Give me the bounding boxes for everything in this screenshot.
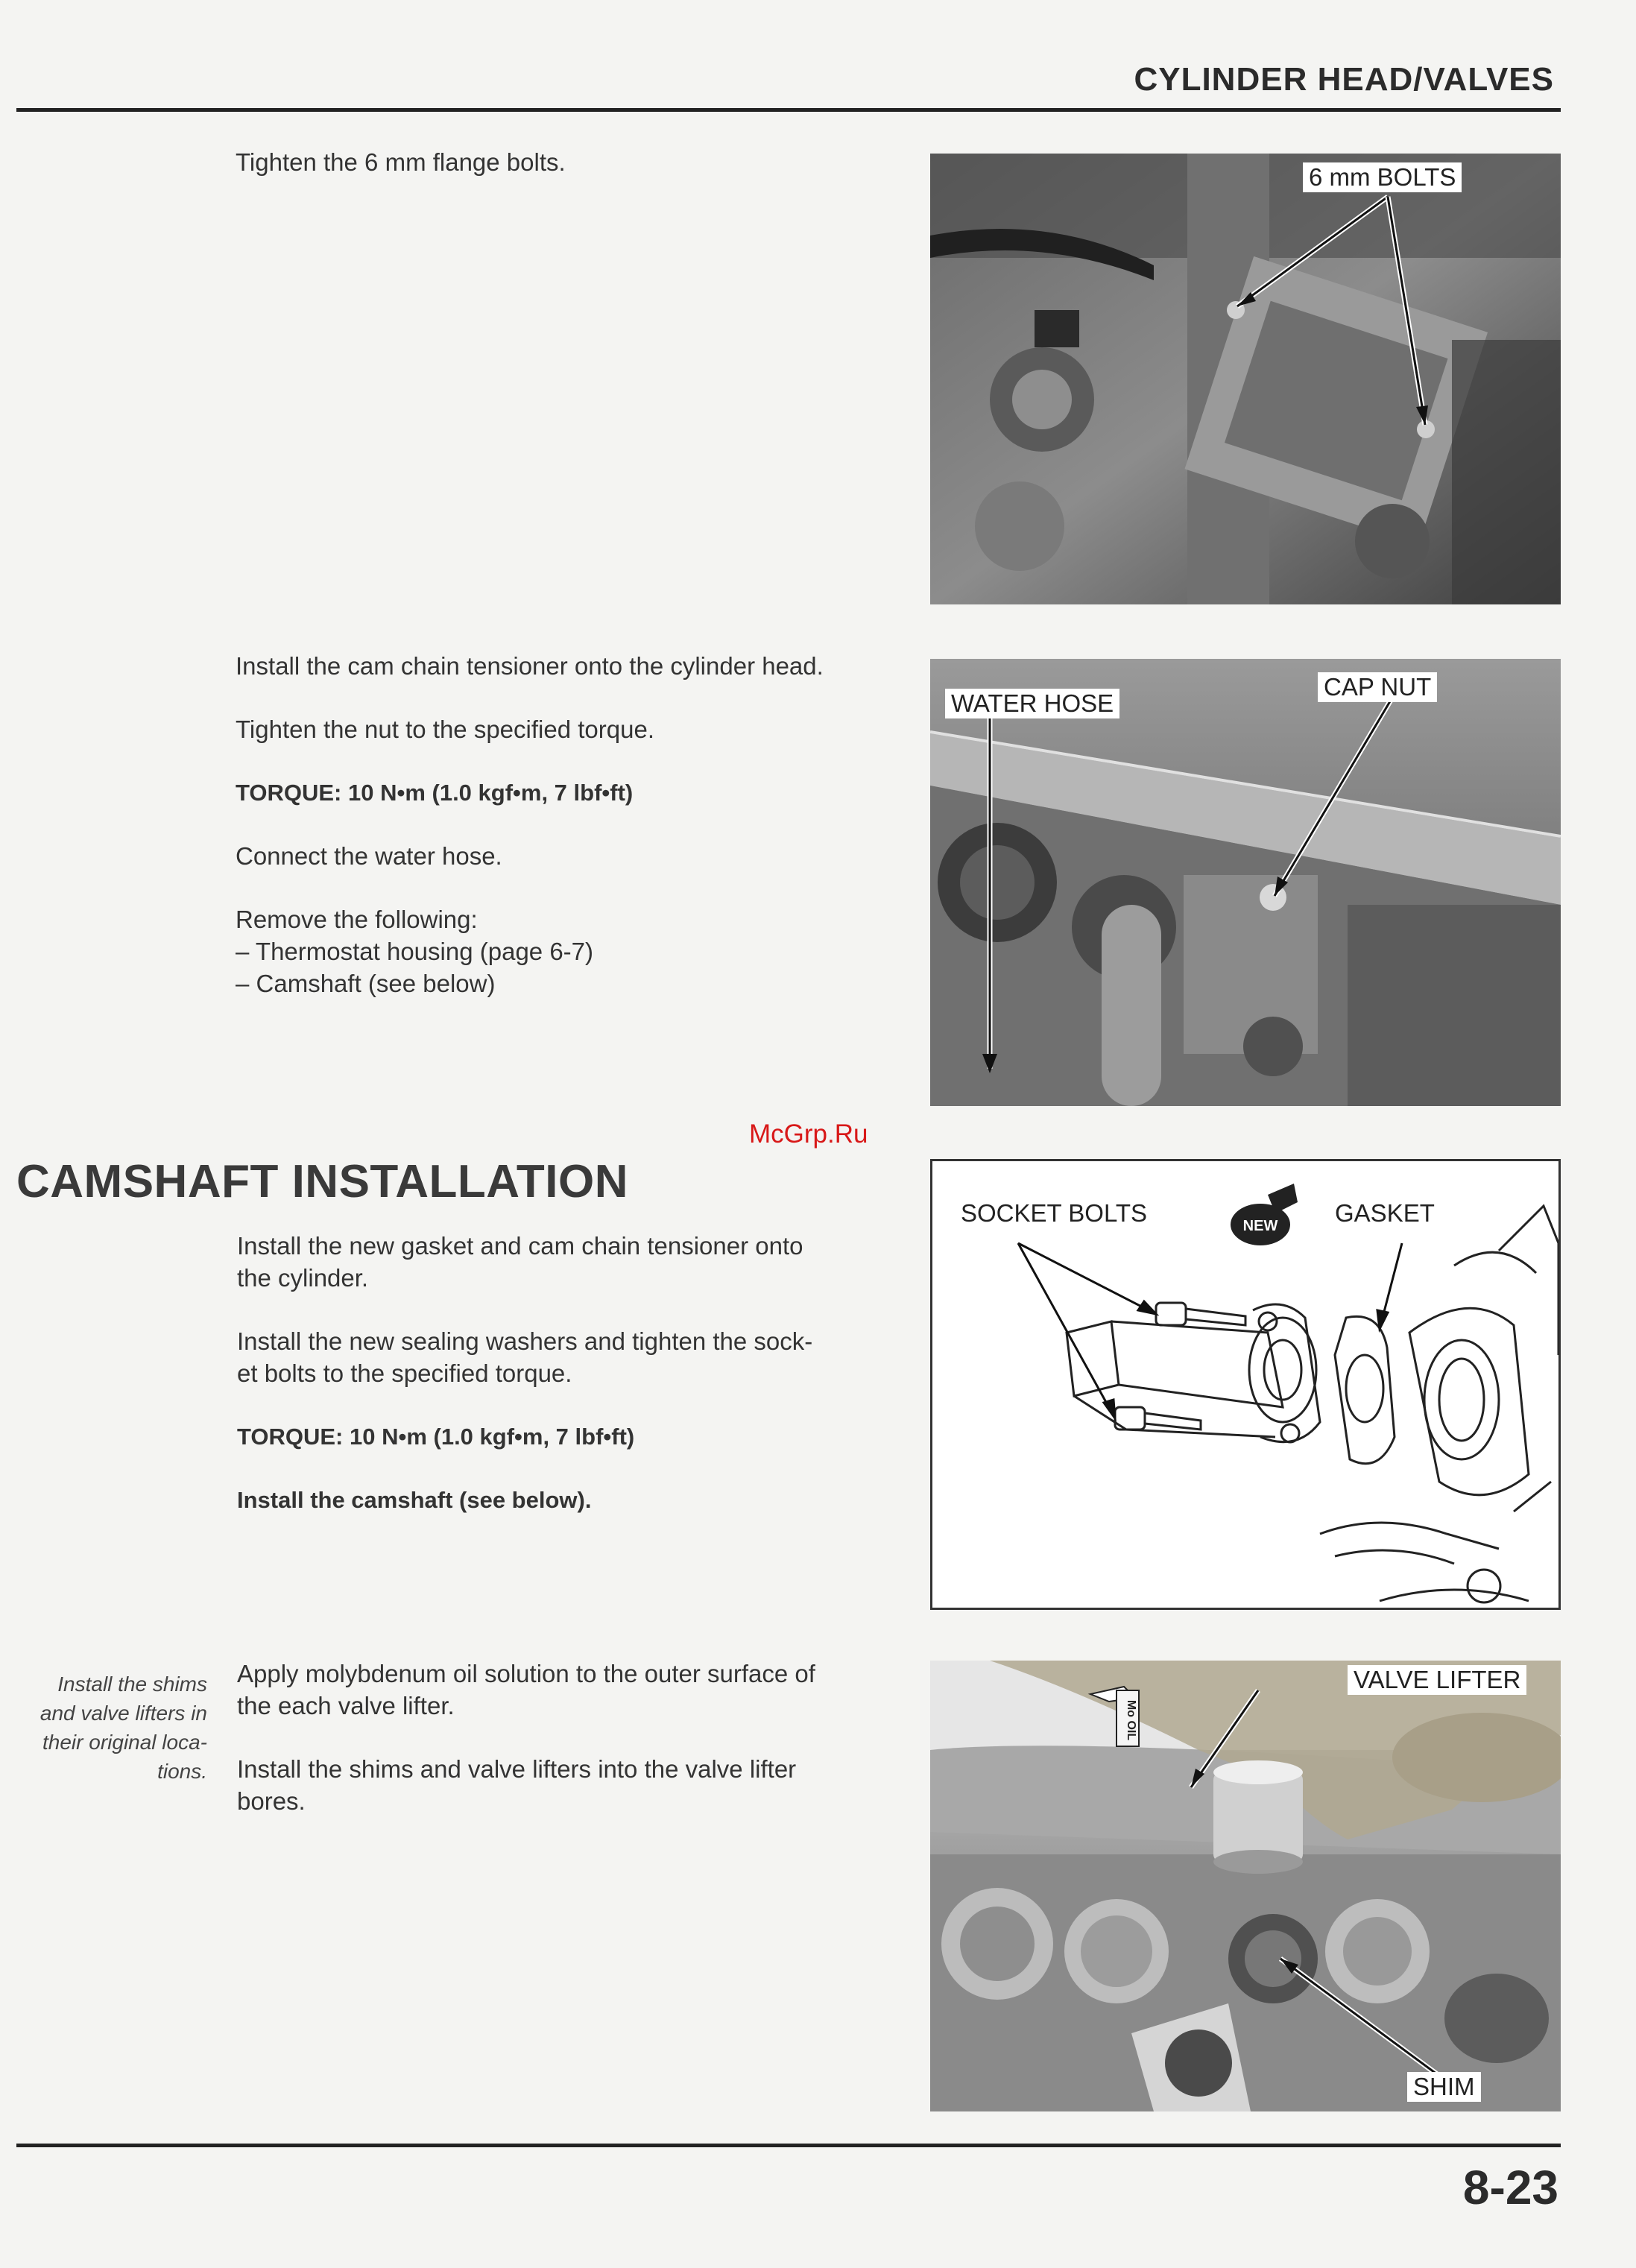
side-note-line-4: tions. — [157, 1760, 207, 1783]
page-number: 8-23 — [1462, 2161, 1558, 2214]
footer-rule — [16, 2144, 1561, 2147]
figure-6mm-bolts — [930, 154, 1561, 604]
label-gasket: GASKET — [1335, 1199, 1435, 1227]
tensioner-p1: Install the cam chain tensioner onto the cylinder head. — [236, 652, 824, 680]
section-title-camshaft: CAMSHAFT INSTALLATION — [16, 1156, 628, 1207]
tensioner-p4: Remove the following: — [236, 906, 478, 933]
camshaft-install-note: Install the camshaft (see below). — [237, 1487, 592, 1513]
camshaft-p2-line2: et bolts to the specified torque. — [237, 1359, 572, 1387]
lifters-text-block — [237, 1658, 908, 1817]
tensioner-torque: TORQUE: 10 N•m (1.0 kgf•m, 7 lbf•ft) — [236, 780, 634, 806]
tensioner-p3: Connect the water hose. — [236, 842, 502, 870]
lifters-p1-line1: Apply molybdenum oil solution to the outer surface of — [237, 1660, 815, 1687]
tensioner-list-item-2: – Camshaft (see below) — [236, 970, 496, 997]
lifters-p1-line2: the each valve lifter. — [237, 1692, 455, 1719]
side-note-line-1: Install the shims — [57, 1672, 207, 1696]
label-socket-bolts: SOCKET BOLTS — [961, 1199, 1148, 1227]
page-header-title: CYLINDER HEAD/VALVES — [1134, 61, 1554, 98]
flange-bolts-text — [236, 146, 566, 178]
new-part-icon — [1231, 1184, 1298, 1245]
moly-oil-text: Mo OIL — [1125, 1699, 1137, 1741]
side-note-shims — [15, 1670, 207, 1786]
figure-valve-lifter-shim — [930, 1661, 1561, 2111]
label-water-hose: WATER HOSE — [945, 689, 1119, 718]
figure-water-hose-photo — [930, 659, 1561, 1106]
figure-water-hose-cap-nut — [930, 659, 1561, 1106]
camshaft-text-block — [237, 1230, 908, 1516]
camshaft-p1-line2: the cylinder. — [237, 1264, 369, 1292]
camshaft-p2-line1: Install the new sealing washers and tighten the sock- — [237, 1327, 813, 1355]
side-note-line-2: and valve lifters in — [40, 1702, 207, 1725]
camshaft-p1-line1: Install the new gasket and cam chain tensioner onto — [237, 1232, 803, 1260]
watermark: McGrp.Ru — [749, 1119, 868, 1149]
tensioner-p2: Tighten the nut to the specified torque. — [236, 716, 654, 743]
label-cap-nut: CAP NUT — [1318, 672, 1437, 702]
camshaft-torque: TORQUE: 10 N•m (1.0 kgf•m, 7 lbf•ft) — [237, 1424, 635, 1450]
side-note-line-3: their original loca- — [42, 1731, 207, 1754]
lifters-p2-line1: Install the shims and valve lifters into the valve lifter — [237, 1755, 797, 1783]
figure-6mm-bolts-photo — [930, 154, 1561, 604]
figure-valve-lifter-photo — [930, 1661, 1561, 2111]
label-valve-lifter: VALVE LIFTER — [1348, 1665, 1526, 1695]
label-6mm-bolts: 6 mm BOLTS — [1303, 162, 1462, 192]
new-badge-text: NEW — [1242, 1218, 1278, 1234]
lifters-p2-line2: bores. — [237, 1787, 306, 1815]
label-shim: SHIM — [1407, 2072, 1481, 2102]
tensioner-list-item-1: – Thermostat housing (page 6-7) — [236, 938, 593, 965]
tensioner-text-block — [236, 650, 906, 999]
header-rule — [16, 108, 1561, 112]
flange-bolts-instruction: Tighten the 6 mm flange bolts. — [236, 148, 566, 176]
figure-socket-bolts-gasket — [930, 1159, 1561, 1610]
